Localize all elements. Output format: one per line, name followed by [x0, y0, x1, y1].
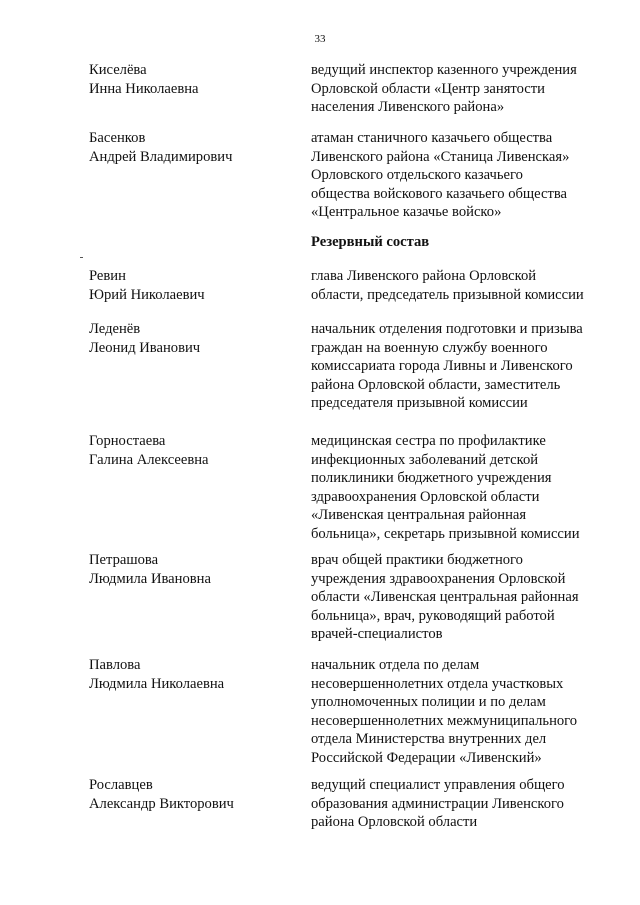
member-surname: Горностаева: [89, 433, 166, 449]
position-line: медицинская сестра по профилактике: [311, 433, 546, 449]
member-name: [89, 776, 299, 813]
position-line: граждан на военную службу военного: [311, 339, 548, 356]
position-line: врачей-специалистов: [311, 626, 443, 643]
member-position: [311, 432, 611, 544]
position-line: образования администрации Ливенского: [311, 795, 564, 812]
member-name: [89, 61, 299, 98]
position-line: населения Ливенского района»: [311, 99, 505, 116]
member-surname: Павлова: [89, 657, 141, 673]
member-given-names: Леонид Иванович: [89, 339, 201, 356]
position-line: инфекционных заболеваний детской: [311, 451, 539, 468]
member-name: [89, 129, 299, 166]
member-surname: Леденёв: [89, 321, 141, 337]
member-surname: Петрашова: [89, 552, 159, 568]
member-given-names: Андрей Владимирович: [89, 148, 233, 165]
position-line: общества войскового казачьего общества: [311, 185, 568, 202]
position-line: области «Ливенская центральная районная: [311, 589, 579, 606]
member-position: [311, 267, 611, 304]
member-name: [89, 432, 299, 469]
position-line: области, председатель призывной комиссии: [311, 286, 584, 303]
position-line: Ливенского района «Станица Ливенская»: [311, 148, 570, 165]
member-name: [89, 267, 299, 304]
position-line: глава Ливенского района Орловской: [311, 268, 537, 284]
member-position: [311, 61, 611, 117]
member-given-names: Инна Николаевна: [89, 80, 199, 97]
position-line: начальник отделения подготовки и призыва: [311, 321, 583, 337]
position-line: здравоохранения Орловской области: [311, 488, 540, 505]
section-heading-reserve: Резервный состав: [311, 234, 430, 250]
member-given-names: Александр Викторович: [89, 795, 234, 812]
member-name: [89, 656, 299, 693]
position-line: Орловского отдельского казачьего: [311, 167, 523, 184]
member-position: [311, 776, 611, 832]
position-line: несовершеннолетних межмуниципального: [311, 712, 578, 729]
page-number: 33: [314, 33, 326, 45]
position-line: атаман станичного казачьего общества: [311, 130, 553, 146]
position-line: Российской Федерации «Ливенский»: [311, 749, 542, 766]
position-line: больница», врач, руководящий работой: [311, 607, 555, 624]
position-line: ведущий инспектор казенного учреждения: [311, 62, 577, 78]
margin-mark: [80, 257, 83, 258]
position-line: комиссариата города Ливны и Ливенского: [311, 358, 573, 375]
position-line: отдела Министерства внутренних дел: [311, 731, 547, 748]
position-line: врач общей практики бюджетного: [311, 552, 523, 568]
position-line: начальник отдела по делам: [311, 657, 480, 673]
position-line: учреждения здравоохранения Орловской: [311, 570, 566, 587]
member-given-names: Юрий Николаевич: [89, 286, 205, 303]
position-line: «Ливенская центральная районная: [311, 507, 527, 524]
member-given-names: Галина Алексеевна: [89, 451, 209, 468]
position-line: больница», секретарь призывной комиссии: [311, 525, 580, 542]
member-surname: Рославцев: [89, 777, 153, 793]
member-surname: Ревин: [89, 268, 126, 284]
position-line: несовершеннолетних отдела участковых: [311, 675, 564, 692]
member-position: [311, 656, 611, 768]
member-name: [89, 320, 299, 357]
position-line: района Орловской области: [311, 814, 478, 831]
member-name: [89, 551, 299, 588]
position-line: района Орловской области, заместитель: [311, 376, 561, 393]
member-given-names: Людмила Николаевна: [89, 675, 225, 692]
member-position: [311, 129, 611, 222]
member-surname: Басенков: [89, 130, 146, 146]
member-surname: Киселёва: [89, 62, 147, 78]
member-position: [311, 320, 611, 413]
member-given-names: Людмила Ивановна: [89, 570, 211, 587]
position-line: уполномоченных полиции и по делам: [311, 694, 546, 711]
member-position: [311, 551, 611, 644]
position-line: Орловской области «Центр занятости: [311, 80, 545, 97]
position-line: «Центральное казачье войско»: [311, 204, 502, 221]
position-line: поликлиники бюджетного учреждения: [311, 470, 552, 487]
position-line: ведущий специалист управления общего: [311, 777, 565, 793]
position-line: председателя призывной комиссии: [311, 395, 528, 412]
